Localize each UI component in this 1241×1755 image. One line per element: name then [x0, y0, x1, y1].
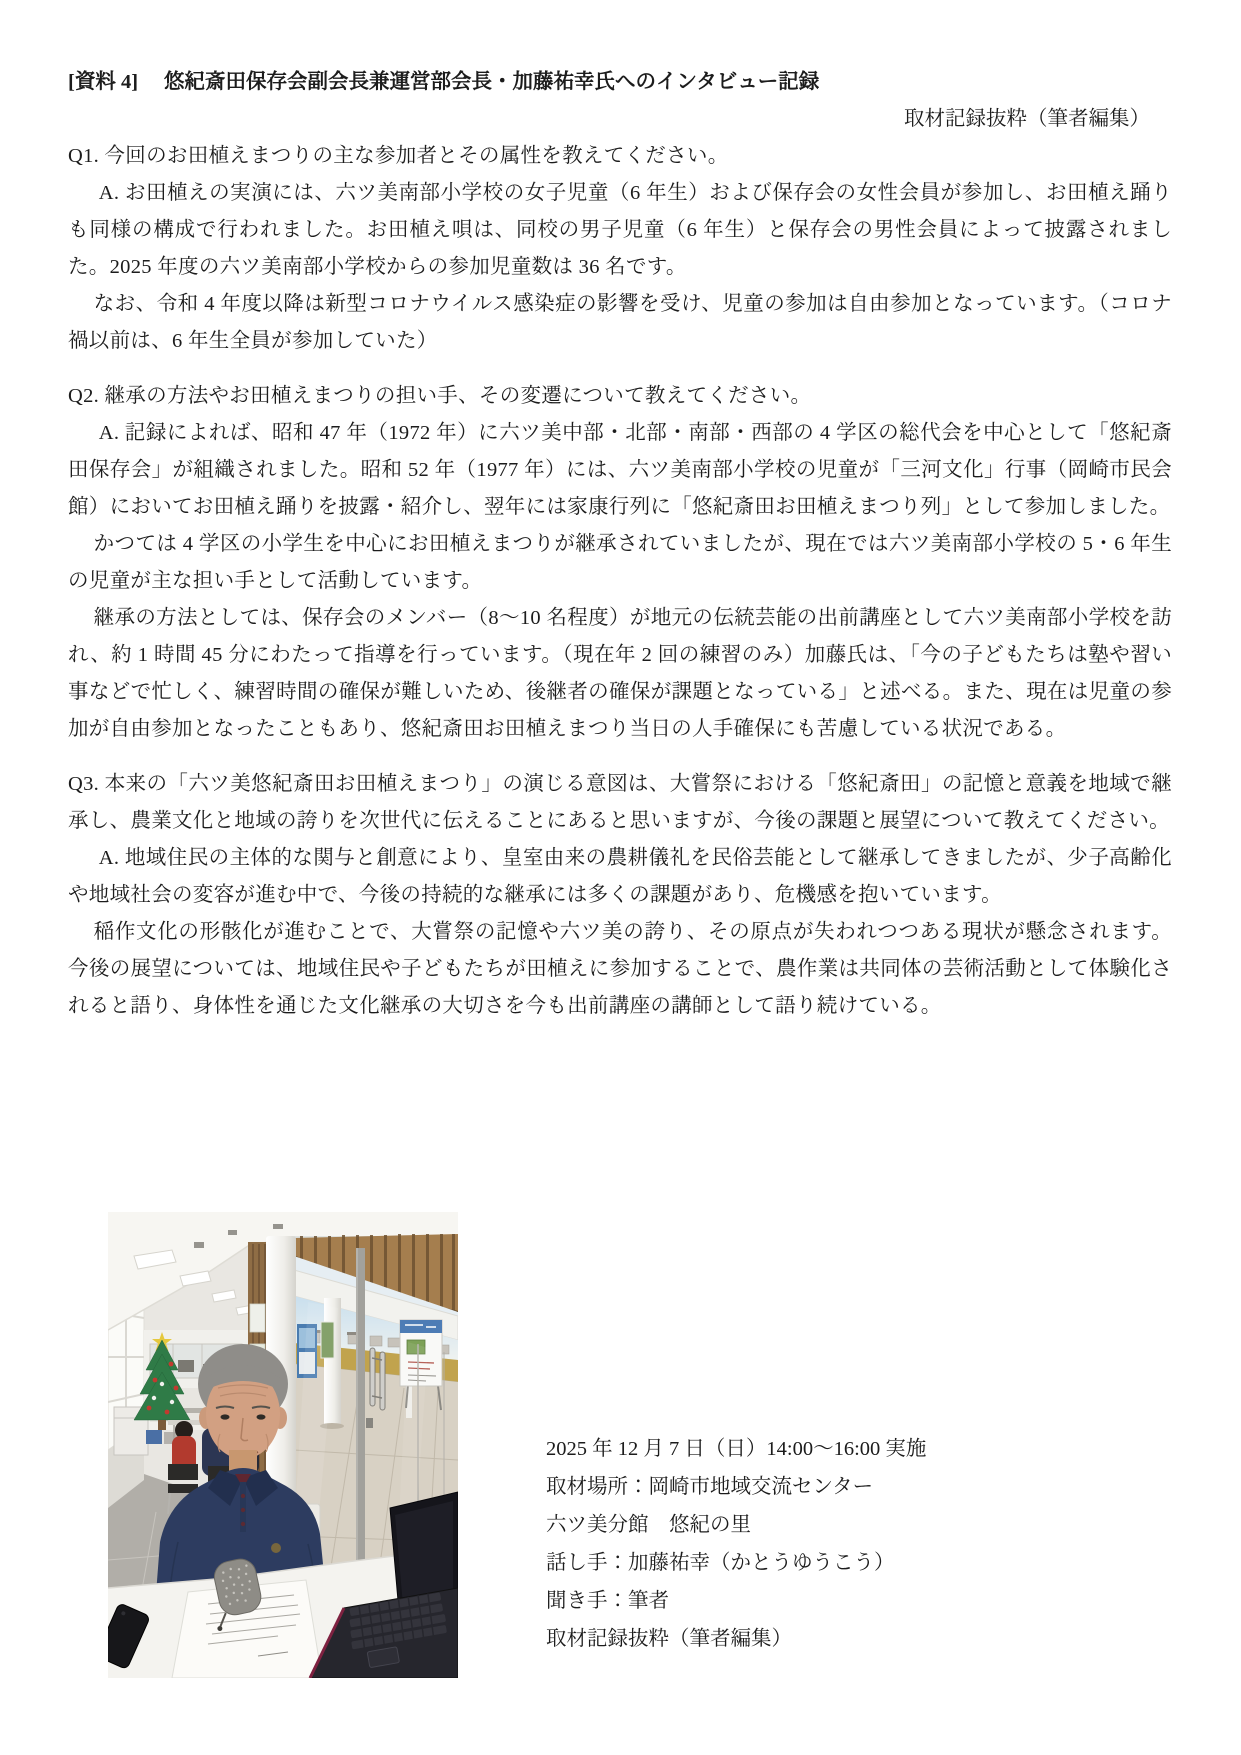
caption-line-speaker: 話し手：加藤祐幸（かとうゆうこう） — [546, 1552, 895, 1574]
answer-1-paragraph-2: なお、令和 4 年度以降は新型コロナウイルス感染症の影響を受け、児童の参加は自由参加となっています。（コロナ禍以前は、6 年生全員が参加していた） — [68, 293, 1172, 352]
title-label: [資料 4] — [68, 71, 139, 93]
answer-2-paragraph-3: 継承の方法としては、保存会のメンバー（8～10 名程度）が地元の伝統芸能の出前講座として六ツ美南部小学校を訪れ、約 1 時間 45 分にわたって指導を行っています。（現在年 2 回の練習のみ）加藤氏は、「今の子どもたちは塾や習い事などで忙しく、練習時間の確保が難しいため、後継者の確保が課題となっている」と述べる。また、現在は児童の参加が自由参加となったこともあり、悠紀斎田お田植えまつり当日の人手確保にも苦慮している状況である。 — [68, 607, 1172, 740]
interview-photo — [108, 1212, 458, 1678]
answer-3-paragraph-2: 稲作文化の形骸化が進むことで、大嘗祭の記憶や六ツ美の誇り、その原点が失われつつある現状が懸念されます。今後の展望については、地域住民や子どもたちが田植えに参加することで、農作業は共同体の芸術活動として体験化されると語り、身体性を通じた文化継承の大切さを今も出前講座の講師として語り続けている。 — [68, 921, 1172, 1017]
caption-line-note: 取材記録抜粋（筆者編集） — [546, 1628, 792, 1650]
document-title — [68, 64, 1172, 101]
caption-line-interviewer: 聞き手：筆者 — [546, 1590, 669, 1612]
question-2: Q2. 継承の方法やお田植えまつりの担い手、その変遷について教えてください。 — [68, 385, 812, 407]
caption-line-datetime: 2025 年 12 月 7 日（日）14:00～16:00 実施 — [546, 1438, 927, 1460]
answer-1-paragraph-1: A. お田植えの実演には、六ツ美南部小学校の女子児童（6 年生）および保存会の女性会員が参加し、お田植え踊りも同様の構成で行われました。お田植え唄は、同校の男子児童（6 年生）と保存会の男性会員によって披露されました。2025 年度の六ツ美南部小学校からの参加児童数は 36 名です。 — [68, 182, 1172, 278]
question-3: Q3. 本来の「六ツ美悠紀斎田お田植えまつり」の演じる意図は、大嘗祭における「悠紀斎田」の記憶と意義を地域で継承し、農業文化と地域の誇りを次世代に伝えることにあると思いますが、今後の課題と展望について教えてください。 — [68, 773, 1172, 832]
figure-row — [108, 1212, 926, 1678]
caption-line-location: 取材場所：岡崎市地域交流センター — [546, 1476, 874, 1498]
photo-caption — [546, 1430, 926, 1658]
answer-2-paragraph-2: かつては 4 学区の小学生を中心にお田植えまつりが継承されていましたが、現在では六ツ美南部小学校の 5・6 年生の児童が主な担い手として活動しています。 — [68, 533, 1172, 592]
caption-line-venue: 六ツ美分館 悠紀の里 — [546, 1514, 751, 1536]
title-text: 悠紀斎田保存会副会長兼運営部会長・加藤祐幸氏へのインタビュー記録 — [164, 71, 820, 93]
question-1: Q1. 今回のお田植えまつりの主な参加者とその属性を教えてください。 — [68, 145, 729, 167]
chest-logo — [271, 1543, 281, 1553]
answer-2-paragraph-1: A. 記録によれば、昭和 47 年（1972 年）に六ツ美中部・北部・南部・西部の 4 学区の総代会を中心として「悠紀斎田保存会」が組織されました。昭和 52 年（1977 年）には、六ツ美南部小学校の児童が「三河文化」行事（岡崎市民会館）においてお田植え踊りを披露・紹介し、翌年には家康行列に「悠紀斎田お田植えまつり列」として参加しました。 — [68, 422, 1172, 518]
subtitle: 取材記録抜粋（筆者編集） — [904, 108, 1150, 130]
answer-3-paragraph-1: A. 地域住民の主体的な関与と創意により、皇室由来の農耕儀礼を民俗芸能として継承してきましたが、少子高齢化や地域社会の変容が進む中で、今後の持続的な継承には多くの課題があり、危機感を抱いています。 — [68, 847, 1172, 906]
